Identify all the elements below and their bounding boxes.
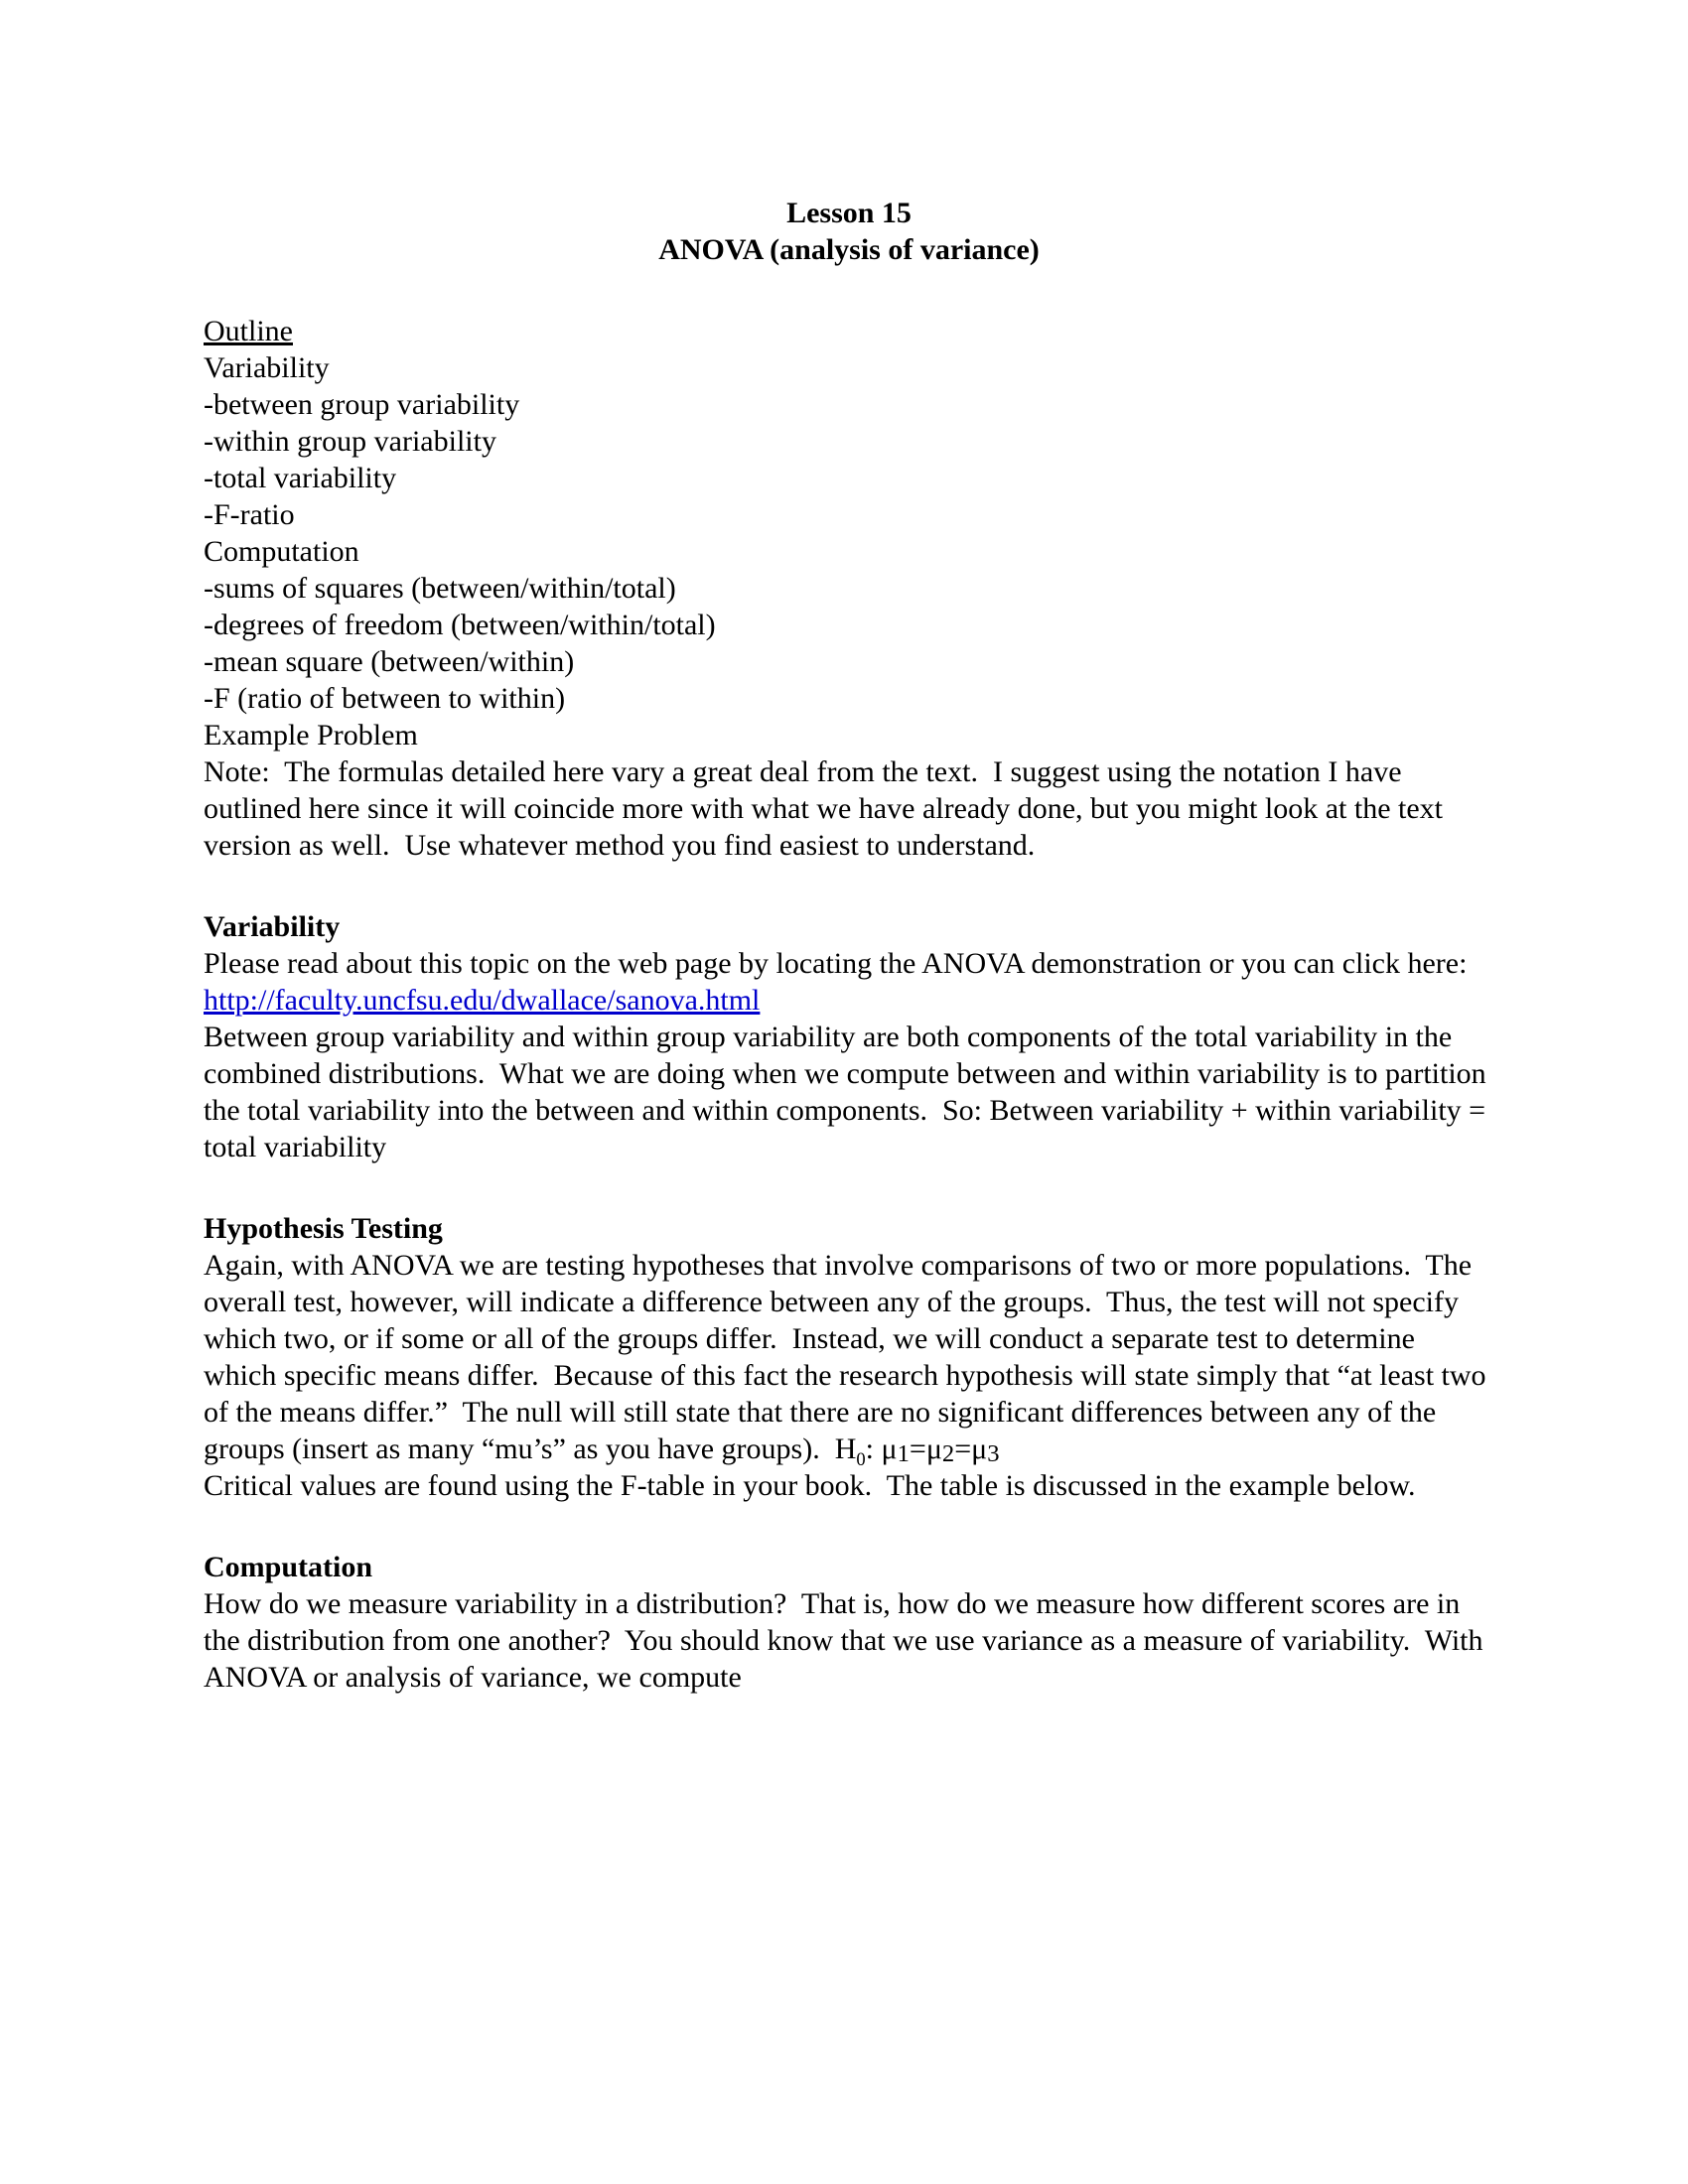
h0-colon: :: [865, 1433, 882, 1465]
computation-heading: Computation: [204, 1551, 373, 1583]
outline-item: Variability: [204, 351, 330, 384]
hypothesis-testing-section: [204, 1210, 1494, 1470]
outline-item: -sums of squares (between/within/total): [204, 572, 676, 605]
title-line-2: ANOVA (analysis of variance): [658, 233, 1040, 266]
variability-intro-text: Please read about this topic on the web page by locating the ANOVA demonstration or you can click here:: [204, 947, 1475, 980]
hypothesis-testing-paragraph: [204, 1247, 1494, 1470]
between-within-paragraph: Between group variability and within group variability are both components of the total variability in the combined distributions. What we are doing when we compute between and within variability is to partition the total variability into the between and within components. So: Between variability + within variability = total variability: [204, 1021, 1494, 1163]
variability-section: [204, 908, 1494, 1019]
equals-sign: =: [909, 1433, 926, 1465]
outline-item: Example Problem: [204, 719, 418, 751]
mu1-subscript: 1: [897, 1440, 910, 1468]
document-title: [204, 195, 1494, 268]
mu1-symbol: μ: [881, 1433, 898, 1465]
computation-section: [204, 1549, 1494, 1696]
outline-heading: Outline: [204, 315, 293, 347]
critical-values-paragraph: Critical values are found using the F-table in your book. The table is discussed in the example below.: [204, 1469, 1416, 1502]
outline-item: -between group variability: [204, 388, 520, 421]
equals-sign: =: [954, 1433, 972, 1465]
outline-section: [204, 313, 1494, 753]
outline-item: -F (ratio of between to within): [204, 682, 566, 715]
hypothesis-testing-text: Again, with ANOVA we are testing hypotheses that involve comparisons of two or more populations. The overall test, however, will indicate a difference between any of the groups. Thus, the test will not specify which two, or if some or all of the groups differ. Instead, we will conduct a separate test to determine which specific means differ. Because of this fact the research hypothesis will state simply that “at least two of the means differ.” The null will still state that there are no significant differences between any of the groups (insert as many “mu’s” as you have groups).: [204, 1249, 1494, 1465]
outline-item: -within group variability: [204, 425, 496, 458]
mu2-symbol: μ: [925, 1433, 942, 1465]
note-paragraph: Note: The formulas detailed here vary a great deal from the text. I suggest using the notation I have outlined here since it will coincide more with what we have already done, but you might look at the text version as well. Use whatever method you find easiest to understand.: [204, 755, 1451, 862]
variability-intro-paragraph: [204, 945, 1494, 1019]
h0-subscript: 0: [856, 1449, 866, 1470]
mu2-subscript: 2: [941, 1440, 955, 1468]
h0-symbol: H: [834, 1433, 857, 1465]
hypothesis-testing-heading: Hypothesis Testing: [204, 1212, 443, 1245]
outline-item: Computation: [204, 535, 359, 568]
null-hypothesis-equation: [834, 1433, 1000, 1470]
computation-paragraph: How do we measure variability in a distribution? That is, how do we measure how different scores are in the distribution from one another? You should know that we use variance as a measure of variability. With ANOVA or analysis of variance, we compute: [204, 1587, 1489, 1694]
outline-item: -mean square (between/within): [204, 645, 575, 678]
variability-heading: Variability: [204, 910, 341, 943]
outline-item: -degrees of freedom (between/within/total): [204, 609, 716, 641]
mu3-symbol: μ: [971, 1433, 988, 1465]
mu3-subscript: 3: [987, 1440, 1000, 1468]
sanova-link[interactable]: http://faculty.uncfsu.edu/dwallace/sanova.html: [204, 984, 761, 1017]
outline-item: -total variability: [204, 462, 397, 494]
title-line-1: Lesson 15: [786, 197, 912, 229]
outline-item: -F-ratio: [204, 498, 295, 531]
